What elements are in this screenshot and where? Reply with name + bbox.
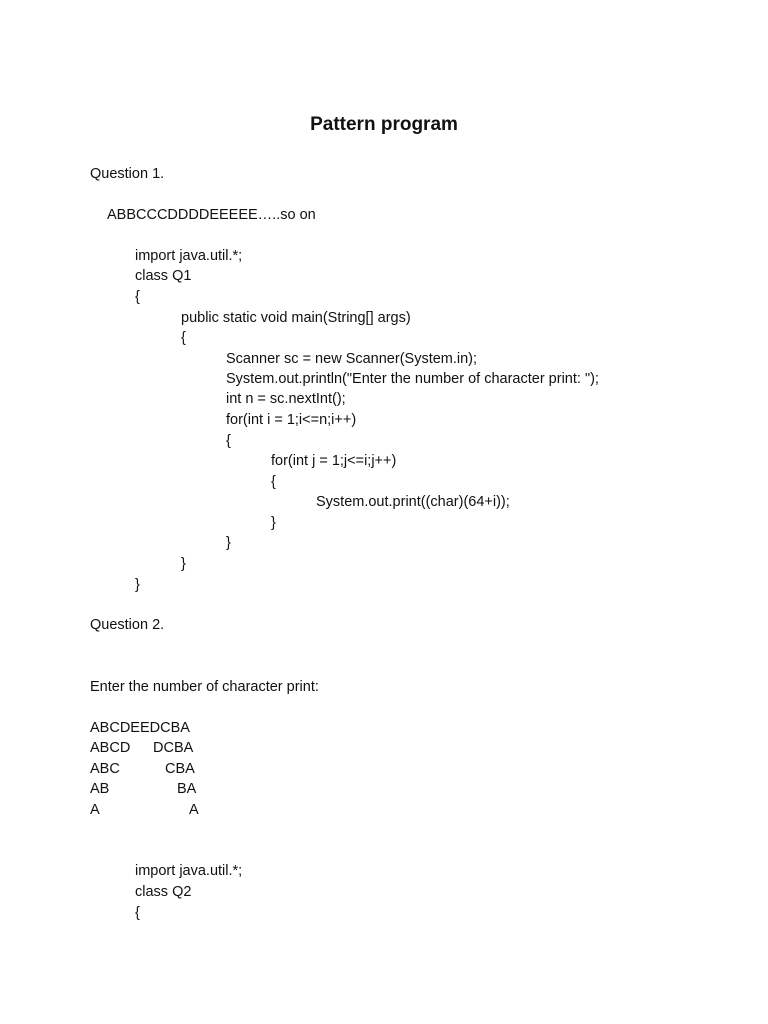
code-line: System.out.print((char)(64+i)); <box>316 494 510 510</box>
question-1-heading: Question 1. <box>90 166 165 182</box>
code-line: System.out.println("Enter the number of character print: "); <box>226 371 599 387</box>
question-2-heading: Question 2. <box>90 617 165 633</box>
pattern-left: ABCDEEDCBA <box>90 720 190 736</box>
code-line: int n = sc.nextInt(); <box>226 391 346 407</box>
code-line: { <box>181 330 186 346</box>
pattern-row <box>90 718 210 738</box>
code-line: Scanner sc = new Scanner(System.in); <box>226 351 478 367</box>
code-line: for(int i = 1;i<=n;i++) <box>226 412 357 428</box>
code-line: public static void main(String[] args) <box>181 310 411 326</box>
code-line: class Q1 <box>135 268 192 284</box>
pattern-right: DCBA <box>153 740 194 756</box>
code-line: } <box>135 577 140 593</box>
pattern-left: A <box>90 802 100 818</box>
pattern-row <box>90 779 210 799</box>
code-line: } <box>271 515 276 531</box>
page-title: Pattern program <box>310 114 458 135</box>
code-line: } <box>226 535 231 551</box>
pattern-row <box>90 800 210 820</box>
code-line: import java.util.*; <box>135 863 243 879</box>
question-1-description: ABBCCCDDDDEEEEE…..so on <box>107 207 316 223</box>
code-line: { <box>135 289 140 305</box>
pattern-left: ABCD <box>90 740 131 756</box>
pattern-row <box>90 759 210 779</box>
question-2-prompt: Enter the number of character print: <box>90 679 319 695</box>
code-line: { <box>271 474 276 490</box>
pattern-left: ABC <box>90 761 120 777</box>
code-line: import java.util.*; <box>135 248 243 264</box>
code-line: { <box>226 433 231 449</box>
code-line: } <box>181 556 186 572</box>
pattern-row <box>90 738 210 758</box>
pattern-left: AB <box>90 781 110 797</box>
code-line: { <box>135 905 140 921</box>
code-line: for(int j = 1;j<=i;j++) <box>271 453 397 469</box>
pattern-right: A <box>189 802 199 818</box>
pattern-right: BA <box>177 781 197 797</box>
code-line: class Q2 <box>135 884 192 900</box>
pattern-right: CBA <box>165 761 195 777</box>
